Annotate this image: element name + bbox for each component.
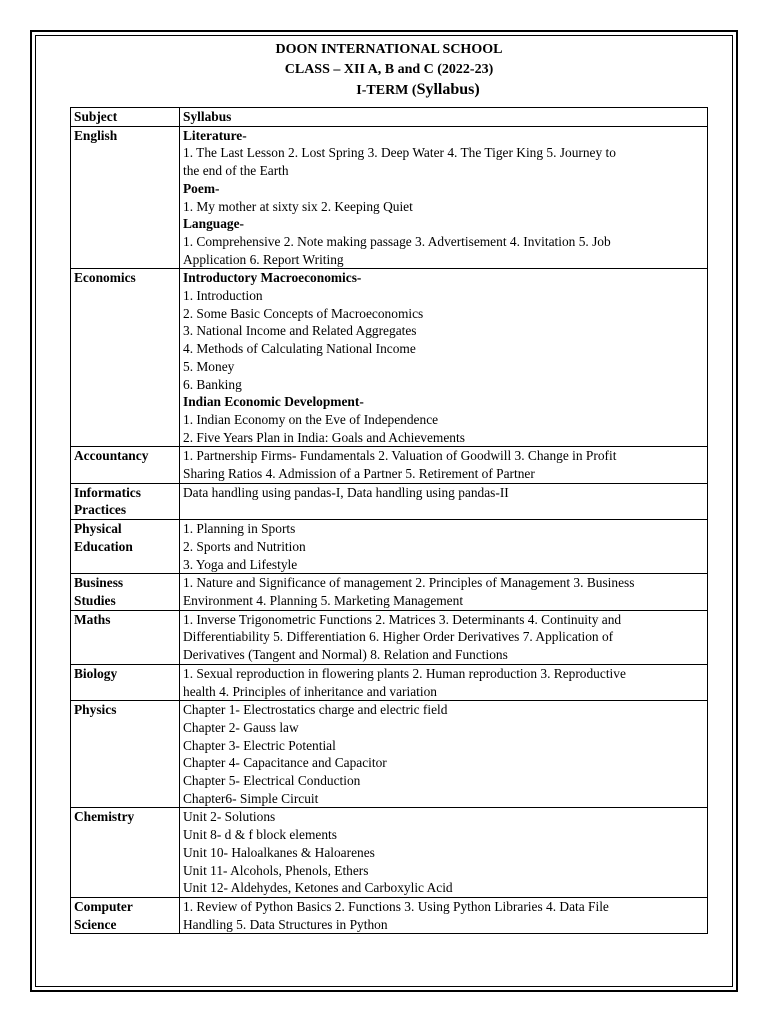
table-row — [71, 610, 708, 664]
subject-name-line: Computer — [74, 898, 133, 914]
subject-cell — [71, 126, 180, 269]
syllabus-cell — [180, 269, 708, 447]
syllabus-line: 2. Five Years Plan in India: Goals and Achievements — [183, 429, 465, 445]
table-row — [71, 808, 708, 898]
subject-name-line: Chemistry — [74, 809, 135, 825]
table-row — [71, 520, 708, 574]
syllabus-line: Chapter 1- Electrostatics charge and electric field — [183, 702, 448, 718]
subject-cell — [71, 808, 180, 898]
syllabus-line: Derivatives (Tangent and Normal) 8. Relation and Functions — [183, 647, 508, 663]
syllabus-cell — [180, 610, 708, 664]
syllabus-line: Data handling using pandas-I, Data handling using pandas-II — [183, 484, 509, 500]
section-heading: Language- — [183, 216, 245, 232]
syllabus-cell — [180, 447, 708, 483]
syllabus-line: Unit 11- Alcohols, Phenols, Ethers — [183, 862, 369, 878]
school-name: DOON INTERNATIONAL SCHOOL — [275, 42, 503, 57]
syllabus-cell — [180, 126, 708, 269]
subject-cell — [71, 574, 180, 610]
table-row — [71, 701, 708, 808]
syllabus-line: 1. Comprehensive 2. Note making passage 3. Advertisement 4. Invitation 5. Job — [183, 233, 611, 249]
subject-name-line: Practices — [74, 502, 127, 518]
syllabus-line: 5. Money — [183, 358, 235, 374]
syllabus-cell — [180, 574, 708, 610]
syllabus-line: Application 6. Report Writing — [183, 251, 344, 267]
syllabus-cell — [180, 483, 708, 519]
subject-name-line: English — [74, 127, 118, 143]
document-header — [70, 40, 708, 101]
syllabus-line: 1. Sexual reproduction in flowering plants 2. Human reproduction 3. Reproductive — [183, 665, 626, 681]
subject-name-line: Studies — [74, 592, 116, 608]
syllabus-line: 1. Indian Economy on the Eve of Independence — [183, 411, 439, 427]
syllabus-line: 2. Some Basic Concepts of Macroeconomics — [183, 305, 424, 321]
syllabus-line: the end of the Earth — [183, 163, 289, 179]
table-row — [71, 664, 708, 700]
subject-cell — [71, 483, 180, 519]
syllabus-line: Chapter 2- Gauss law — [183, 719, 299, 735]
subject-name-line: Informatics — [74, 484, 141, 500]
syllabus-line: 6. Banking — [183, 376, 242, 392]
syllabus-line: Handling 5. Data Structures in Python — [183, 916, 388, 932]
syllabus-cell — [180, 808, 708, 898]
syllabus-line: 1. Nature and Significance of management 2. Principles of Management 3. Business — [183, 575, 635, 591]
table-row — [71, 269, 708, 447]
subject-name-line: Biology — [74, 665, 118, 681]
syllabus-table — [70, 107, 708, 934]
subject-name-line: Economics — [74, 270, 136, 286]
table-row — [71, 126, 708, 269]
syllabus-line: 3. National Income and Related Aggregates — [183, 323, 417, 339]
syllabus-line: 1. The Last Lesson 2. Lost Spring 3. Deep Water 4. The Tiger King 5. Journey to — [183, 145, 616, 161]
syllabus-line: 1. Inverse Trigonometric Functions 2. Matrices 3. Determinants 4. Continuity and — [183, 611, 622, 627]
syllabus-line: 1. My mother at sixty six 2. Keeping Quiet — [183, 198, 413, 214]
syllabus-line: 3. Yoga and Lifestyle — [183, 556, 298, 572]
syllabus-line: health 4. Principles of inheritance and variation — [183, 683, 437, 699]
syllabus-line: 1. Review of Python Basics 2. Functions 3. Using Python Libraries 4. Data File — [183, 898, 609, 914]
subject-cell — [71, 447, 180, 483]
syllabus-line: 1. Partnership Firms- Fundamentals 2. Valuation of Goodwill 3. Change in Profit — [183, 448, 617, 464]
syllabus-line: 1. Planning in Sports — [183, 521, 296, 537]
table-row — [71, 574, 708, 610]
syllabus-line: Differentiability 5. Differentiation 6. Higher Order Derivatives 7. Application of — [183, 629, 614, 645]
subject-cell — [71, 610, 180, 664]
syllabus-line: Unit 12- Aldehydes, Ketones and Carboxylic Acid — [183, 880, 453, 896]
section-heading: Introductory Macroeconomics- — [183, 270, 362, 286]
syllabus-line: Unit 2- Solutions — [183, 809, 276, 825]
subject-name-line: Science — [74, 916, 117, 932]
subject-cell — [71, 897, 180, 933]
syllabus-cell — [180, 664, 708, 700]
subject-name-line: Physics — [74, 702, 117, 718]
term-prefix: I-TERM ( — [356, 83, 417, 98]
syllabus-line: 4. Methods of Calculating National Income — [183, 341, 416, 357]
syllabus-line: Sharing Ratios 4. Admission of a Partner 5. Retirement of Partner — [183, 466, 535, 482]
column-header-syllabus: Syllabus — [180, 108, 708, 127]
subject-cell — [71, 269, 180, 447]
subject-name-line: Maths — [74, 611, 111, 627]
syllabus-line: Chapter 3- Electric Potential — [183, 737, 336, 753]
syllabus-line: Unit 10- Haloalkanes & Haloarenes — [183, 844, 375, 860]
syllabus-line: Chapter6- Simple Circuit — [183, 790, 319, 806]
table-row — [71, 483, 708, 519]
subject-name-line: Physical — [74, 521, 122, 537]
term-line — [70, 80, 708, 101]
syllabus-line: 1. Introduction — [183, 288, 263, 304]
subject-cell — [71, 664, 180, 700]
term-word: Syllabus) — [416, 81, 480, 98]
table-row — [71, 897, 708, 933]
subject-name-line: Education — [74, 538, 133, 554]
subject-cell — [71, 520, 180, 574]
table-body — [71, 126, 708, 934]
section-heading: Poem- — [183, 180, 220, 196]
section-heading: Indian Economic Development- — [183, 394, 364, 410]
table-row — [71, 447, 708, 483]
syllabus-line: Environment 4. Planning 5. Marketing Management — [183, 592, 464, 608]
table-header-row — [71, 108, 708, 127]
syllabus-cell — [180, 897, 708, 933]
syllabus-cell — [180, 701, 708, 808]
syllabus-line: Chapter 5- Electrical Conduction — [183, 773, 361, 789]
column-header-subject: Subject — [71, 108, 180, 127]
subject-name-line: Accountancy — [74, 448, 149, 464]
section-heading: Literature- — [183, 127, 247, 143]
syllabus-line: Unit 8- d & f block elements — [183, 827, 337, 843]
syllabus-line: 2. Sports and Nutrition — [183, 538, 306, 554]
syllabus-cell — [180, 520, 708, 574]
class-line: CLASS – XII A, B and C (2022-23) — [284, 62, 494, 77]
subject-name-line: Business — [74, 575, 124, 591]
subject-cell — [71, 701, 180, 808]
syllabus-line: Chapter 4- Capacitance and Capacitor — [183, 755, 387, 771]
